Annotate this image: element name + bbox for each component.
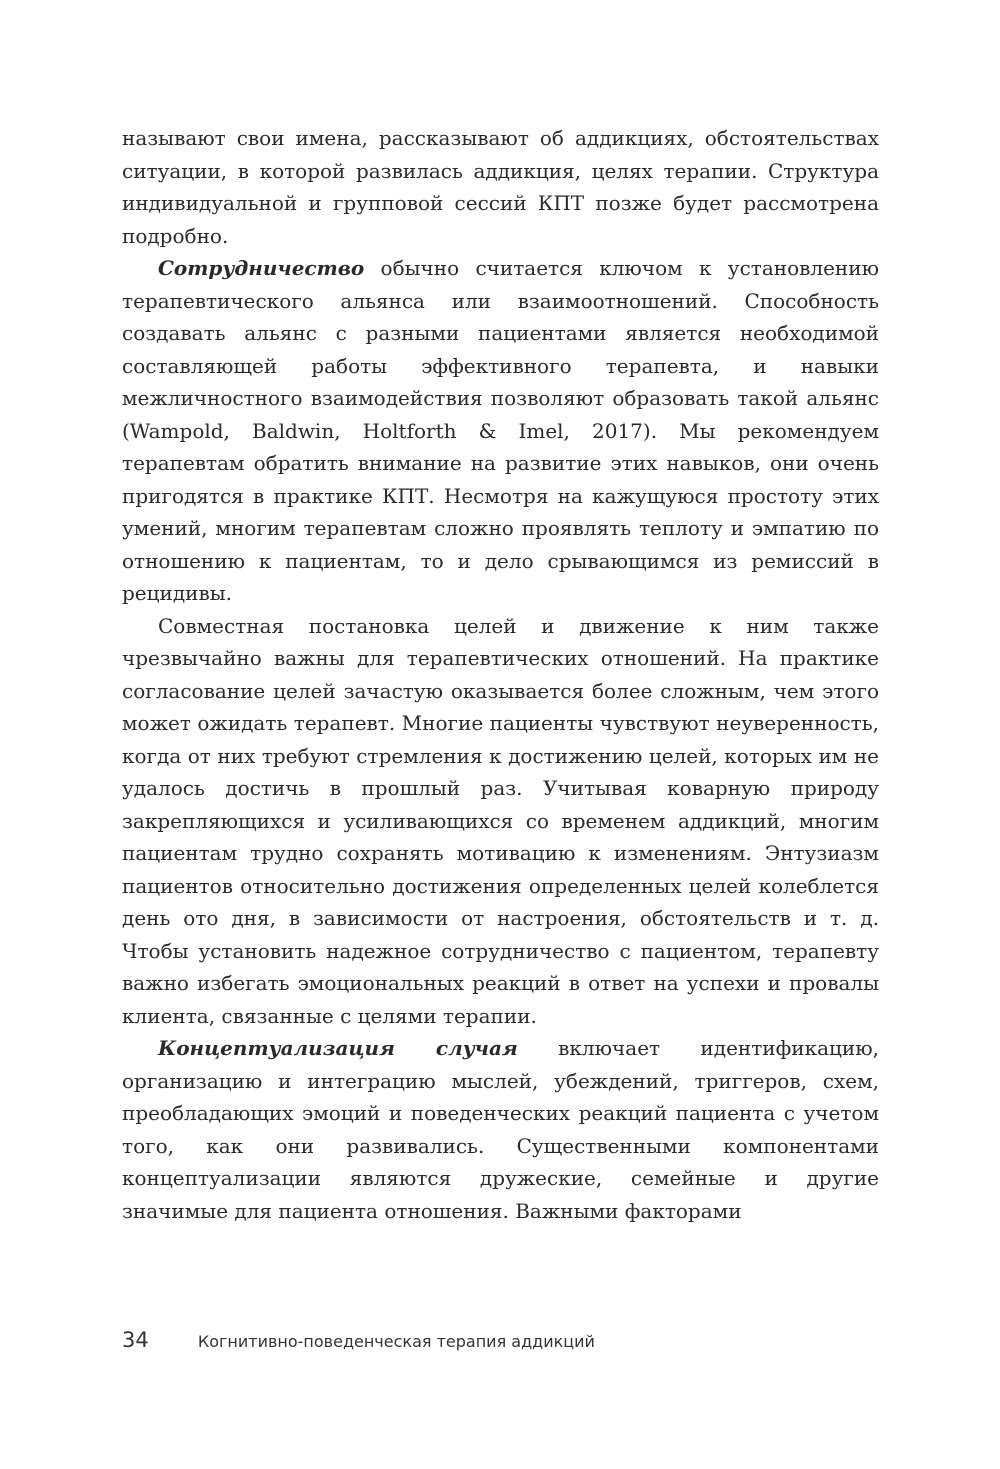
paragraph-2 <box>122 252 879 610</box>
paragraph-1 <box>122 122 879 252</box>
body-text <box>122 122 879 1227</box>
page-number: 34 <box>122 1328 149 1352</box>
paragraph-3-text: Совместная постановка целей и движение к ним также чрезвычайно важны для терапевтических отношений. На практике согласование целей зачастую оказывается более сложным, чем этого может ожидать терапевт. Многие пациенты чувствуют неуверенность, когда от них требуют стремления к достижению целей, которых им не удалось достичь в прошлый раз. Учитывая коварную природу закрепляющихся и усиливающихся со временем аддикций, многим пациентам трудно сохранять мотивацию к изменениям. Энтузиазм пациентов относительно достижения определенных целей колеблется день ото дня, в зависимости от настроения, обстоятельств и т. д. Чтобы установить надежное сотрудничество с пациентом, терапевту важно избегать эмоциональных реакций в ответ на успехи и провалы клиента, связанные с целями терапии. <box>122 613 879 1028</box>
paragraph-4 <box>122 1032 879 1227</box>
running-title: Когнитивно-поведенческая терапия аддикций <box>197 1332 595 1351</box>
paragraph-4-term: Концептуализация случая <box>158 1036 518 1060</box>
page-footer <box>122 1328 595 1352</box>
paragraph-2-text: обычно считается ключом к установлению терапевтического альянса или взаимоотношений. Способность создавать альянс с разными пациентами является необходимой составляющей работы эффективного терапевта, и навыки межличностного взаимодействия позволяют образовать такой альянс (Wampold, Baldwin, Holtforth & Imel, 2017). Мы рекомендуем терапевтам обратить внимание на развитие этих навыков, они очень пригодятся в практике КПТ. Несмотря на кажущуюся простоту этих умений, многим терапевтам сложно проявлять теплоту и эмпатию по отношению к пациентам, то и дело срывающимся из ремиссий в рецидивы. <box>122 256 879 605</box>
paragraph-1-text: называют свои имена, рассказывают об аддикциях, обстоятельствах ситуации, в которой развилась аддикция, целях терапии. Структура индивидуальной и групповой сессий КПТ позже будет рассмотрена подробно. <box>122 126 879 248</box>
paragraph-2-term: Сотрудничество <box>158 256 365 280</box>
paragraph-3 <box>122 610 879 1033</box>
paragraph-4-text: включает идентификацию, организацию и интеграцию мыслей, убеждений, триггеров, схем, преобладающих эмоций и поведенческих реакций пациента с учетом того, как они развивались. Существенными компонентами концептуализации являются дружеские, семейные и другие значимые для пациента отношения. Важными факторами <box>122 1036 879 1223</box>
